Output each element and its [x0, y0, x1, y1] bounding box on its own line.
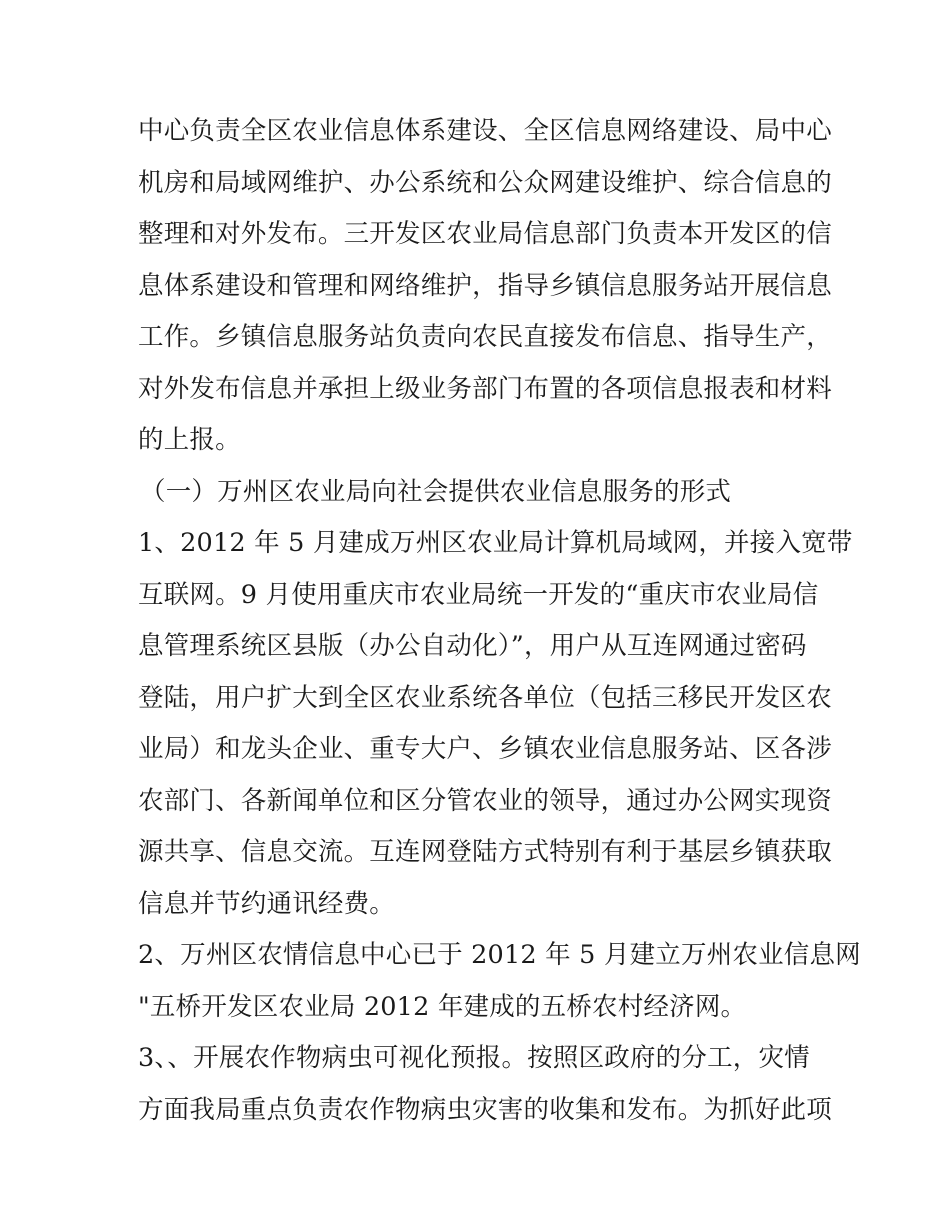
- text-line: 工作。乡镇信息服务站负责向农民直接发布信息、指导生产，: [138, 322, 832, 352]
- text-line: "五桥开发区农业局 2012 年建成的五桥农村经济网。: [138, 991, 747, 1022]
- text-line: 机房和局域网维护、办公系统和公众网建设维护、综合信息的: [138, 167, 832, 198]
- text-line: 农部门、各新闻单位和区分管农业的领导，通过办公网实现资: [138, 785, 832, 816]
- text-line: 息管理系统区县版（办公自动化）”，用户从互连网通过密码: [138, 631, 807, 661]
- text-line: 1、2012 年 5 月建成万州区农业局计算机局域网，并接入宽带: [138, 528, 853, 558]
- text-line: 中心负责全区农业信息体系建设、全区信息网络建设、局中心: [138, 116, 832, 146]
- text-line: 业局）和龙头企业、重专大户、乡镇农业信息服务站、区各涉: [138, 734, 832, 764]
- text-line: 源共享、信息交流。互连网登陆方式特别有利于基层乡镇获取: [138, 837, 832, 867]
- text-line: 互联网。9 月使用重庆市农业局统一开发的“重庆市农业局信: [138, 579, 819, 610]
- text-line: 信息并节约通讯经费。: [138, 888, 396, 919]
- document-body: [138, 106, 861, 1136]
- text-line: 整理和对外发布。三开发区农业局信息部门负责本开发区的信: [138, 219, 832, 249]
- text-line: 方面我局重点负责农作物病虫灾害的收集和发布。为抓好此项: [138, 1094, 832, 1125]
- text-line: 对外发布信息并承担上级业务部门布置的各项信息报表和材料: [138, 373, 832, 404]
- text-line: 的上报。: [138, 425, 241, 455]
- text-line: 登陆，用户扩大到全区农业系统各单位（包括三移民开发区农: [138, 682, 832, 713]
- section-heading: （一）万州区农业局向社会提供农业信息服务的形式: [140, 476, 732, 507]
- text-line: 2、万州区农情信息中心已于 2012 年 5 月建立万州农业信息网: [138, 940, 861, 970]
- text-line: 息体系建设和管理和网络维护，指导乡镇信息服务站开展信息: [138, 270, 832, 301]
- text-line: 3、、开展农作物病虫可视化预报。按照区政府的分工，灾情: [138, 1043, 810, 1073]
